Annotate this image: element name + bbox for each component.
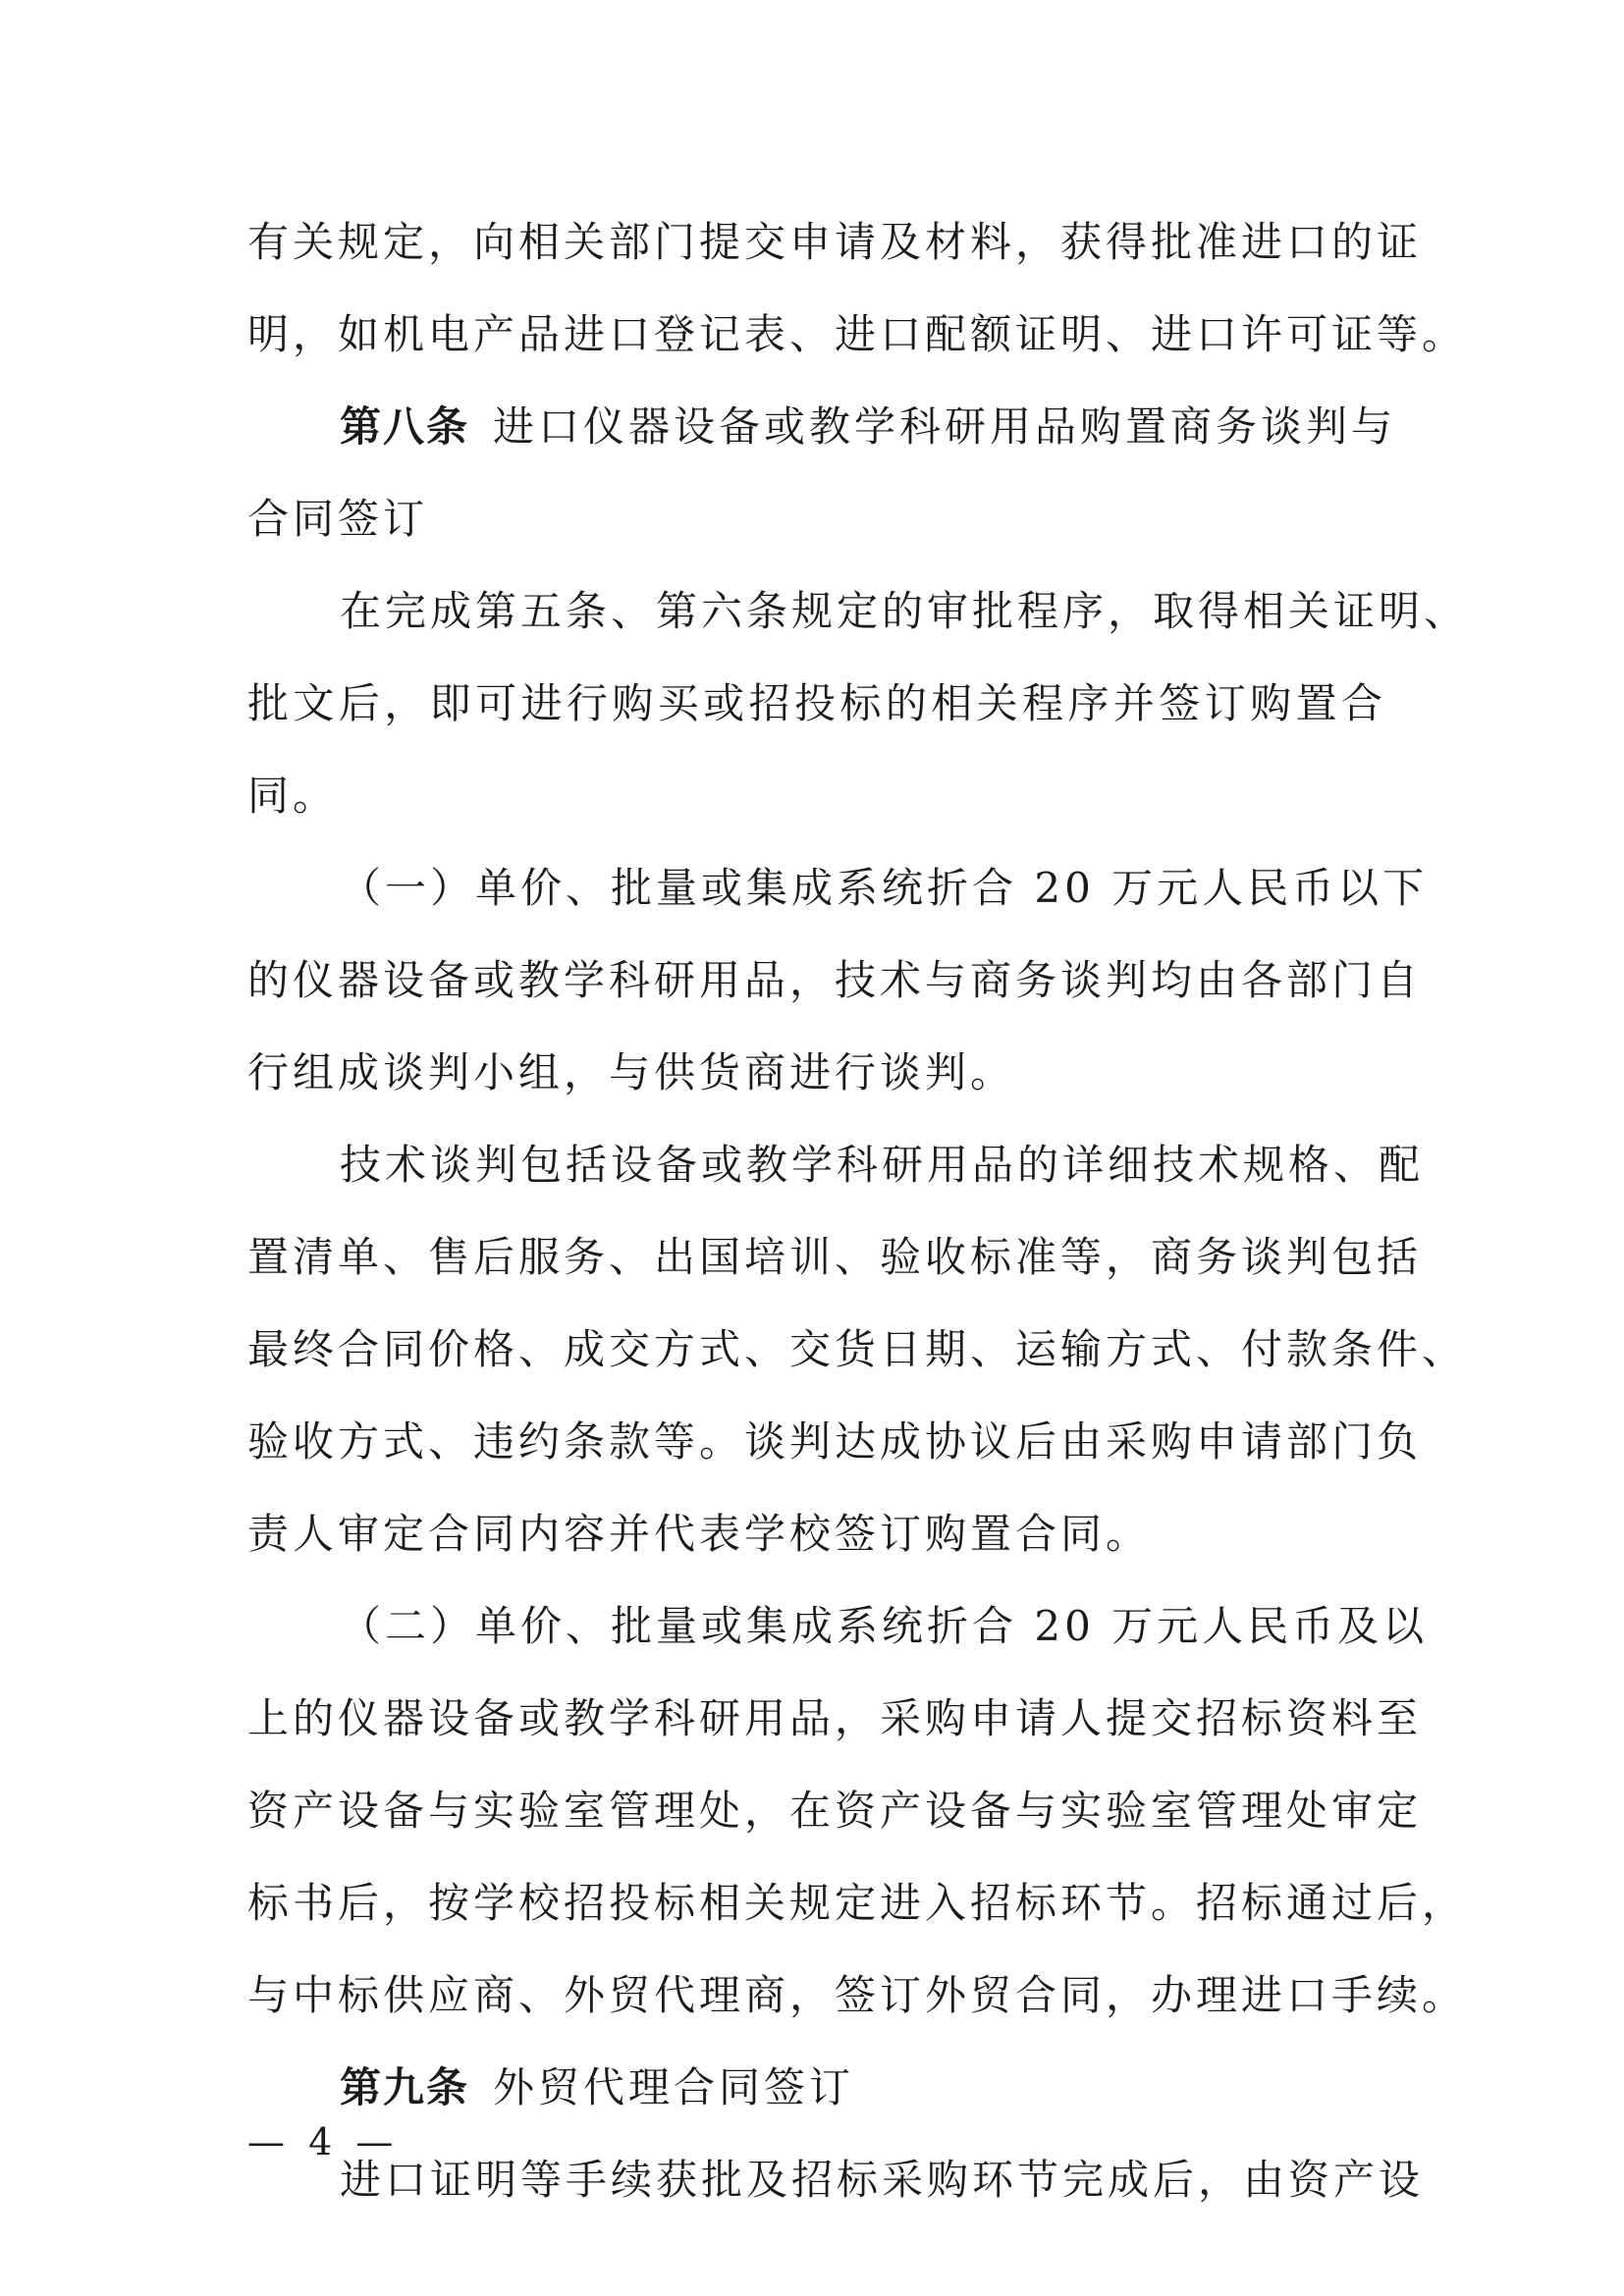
article-heading [247,381,1397,473]
text-line: 同。 [247,772,339,820]
text-line: 有关规定，向相关部门提交申请及材料，获得批准进口的证 [247,218,1423,266]
article-heading [247,2042,1386,2134]
text-line: 进口证明等手续获批及招标采购环节完成后，由资产设 [340,2156,1425,2204]
page-number: — 4 — [247,2120,400,2163]
body-text [247,196,1470,2226]
text-line: （一）单价、批量或集成系统折合 20 万元人民币以下 [340,864,1429,912]
text-line: 在完成第五条、第六条规定的审批程序，取得相关证明、 [340,587,1470,635]
text-line: 资产设备与实验室管理处，在资产设备与实验室管理处审定 [247,1787,1423,1835]
text-line: 验收方式、违约条款等。谈判达成协议后由采购申请部门负 [247,1417,1423,1466]
text-line: 与中标供应商、外贸代理商，签订外贸合同，办理进口手续。 [247,1971,1468,2019]
article-8-label: 第八条 [340,402,470,451]
text-line: 行组成谈判小组，与供货商进行谈判。 [247,1048,1016,1096]
text-line: 最终合同价格、成交方式、交货日期、运输方式、付款条件、 [247,1325,1468,1373]
text-line: 技术谈判包括设备或教学科研用品的详细技术规格、配 [340,1141,1425,1189]
text-line: （二）单价、批量或集成系统折合 20 万元人民币及以 [340,1602,1429,1650]
article-9-label: 第九条 [340,2063,470,2111]
article-8-title: 进口仪器设备或教学科研用品购置商务谈判与 [493,402,1397,451]
text-line: 标书后，按学校招投标相关规定进入招标环节。招标通过后， [247,1879,1468,1927]
text-line: 合同签订 [247,495,429,543]
text-line: 批文后，即可进行购买或招投标的相关程序并签订购置合 [247,679,1386,727]
text-line: 明，如机电产品进口登记表、进口配额证明、进口许可证等。 [247,310,1468,358]
text-line: 的仪器设备或教学科研用品，技术与商务谈判均由各部门自 [247,956,1423,1004]
article-9-title: 外贸代理合同签订 [493,2063,855,2111]
text-line: 置清单、售后服务、出国培训、验收标准等，商务谈判包括 [247,1233,1423,1281]
text-line: 责人审定合同内容并代表学校签订购置合同。 [247,1510,1152,1558]
text-line: 上的仪器设备或教学科研用品，采购申请人提交招标资料至 [247,1694,1423,1742]
